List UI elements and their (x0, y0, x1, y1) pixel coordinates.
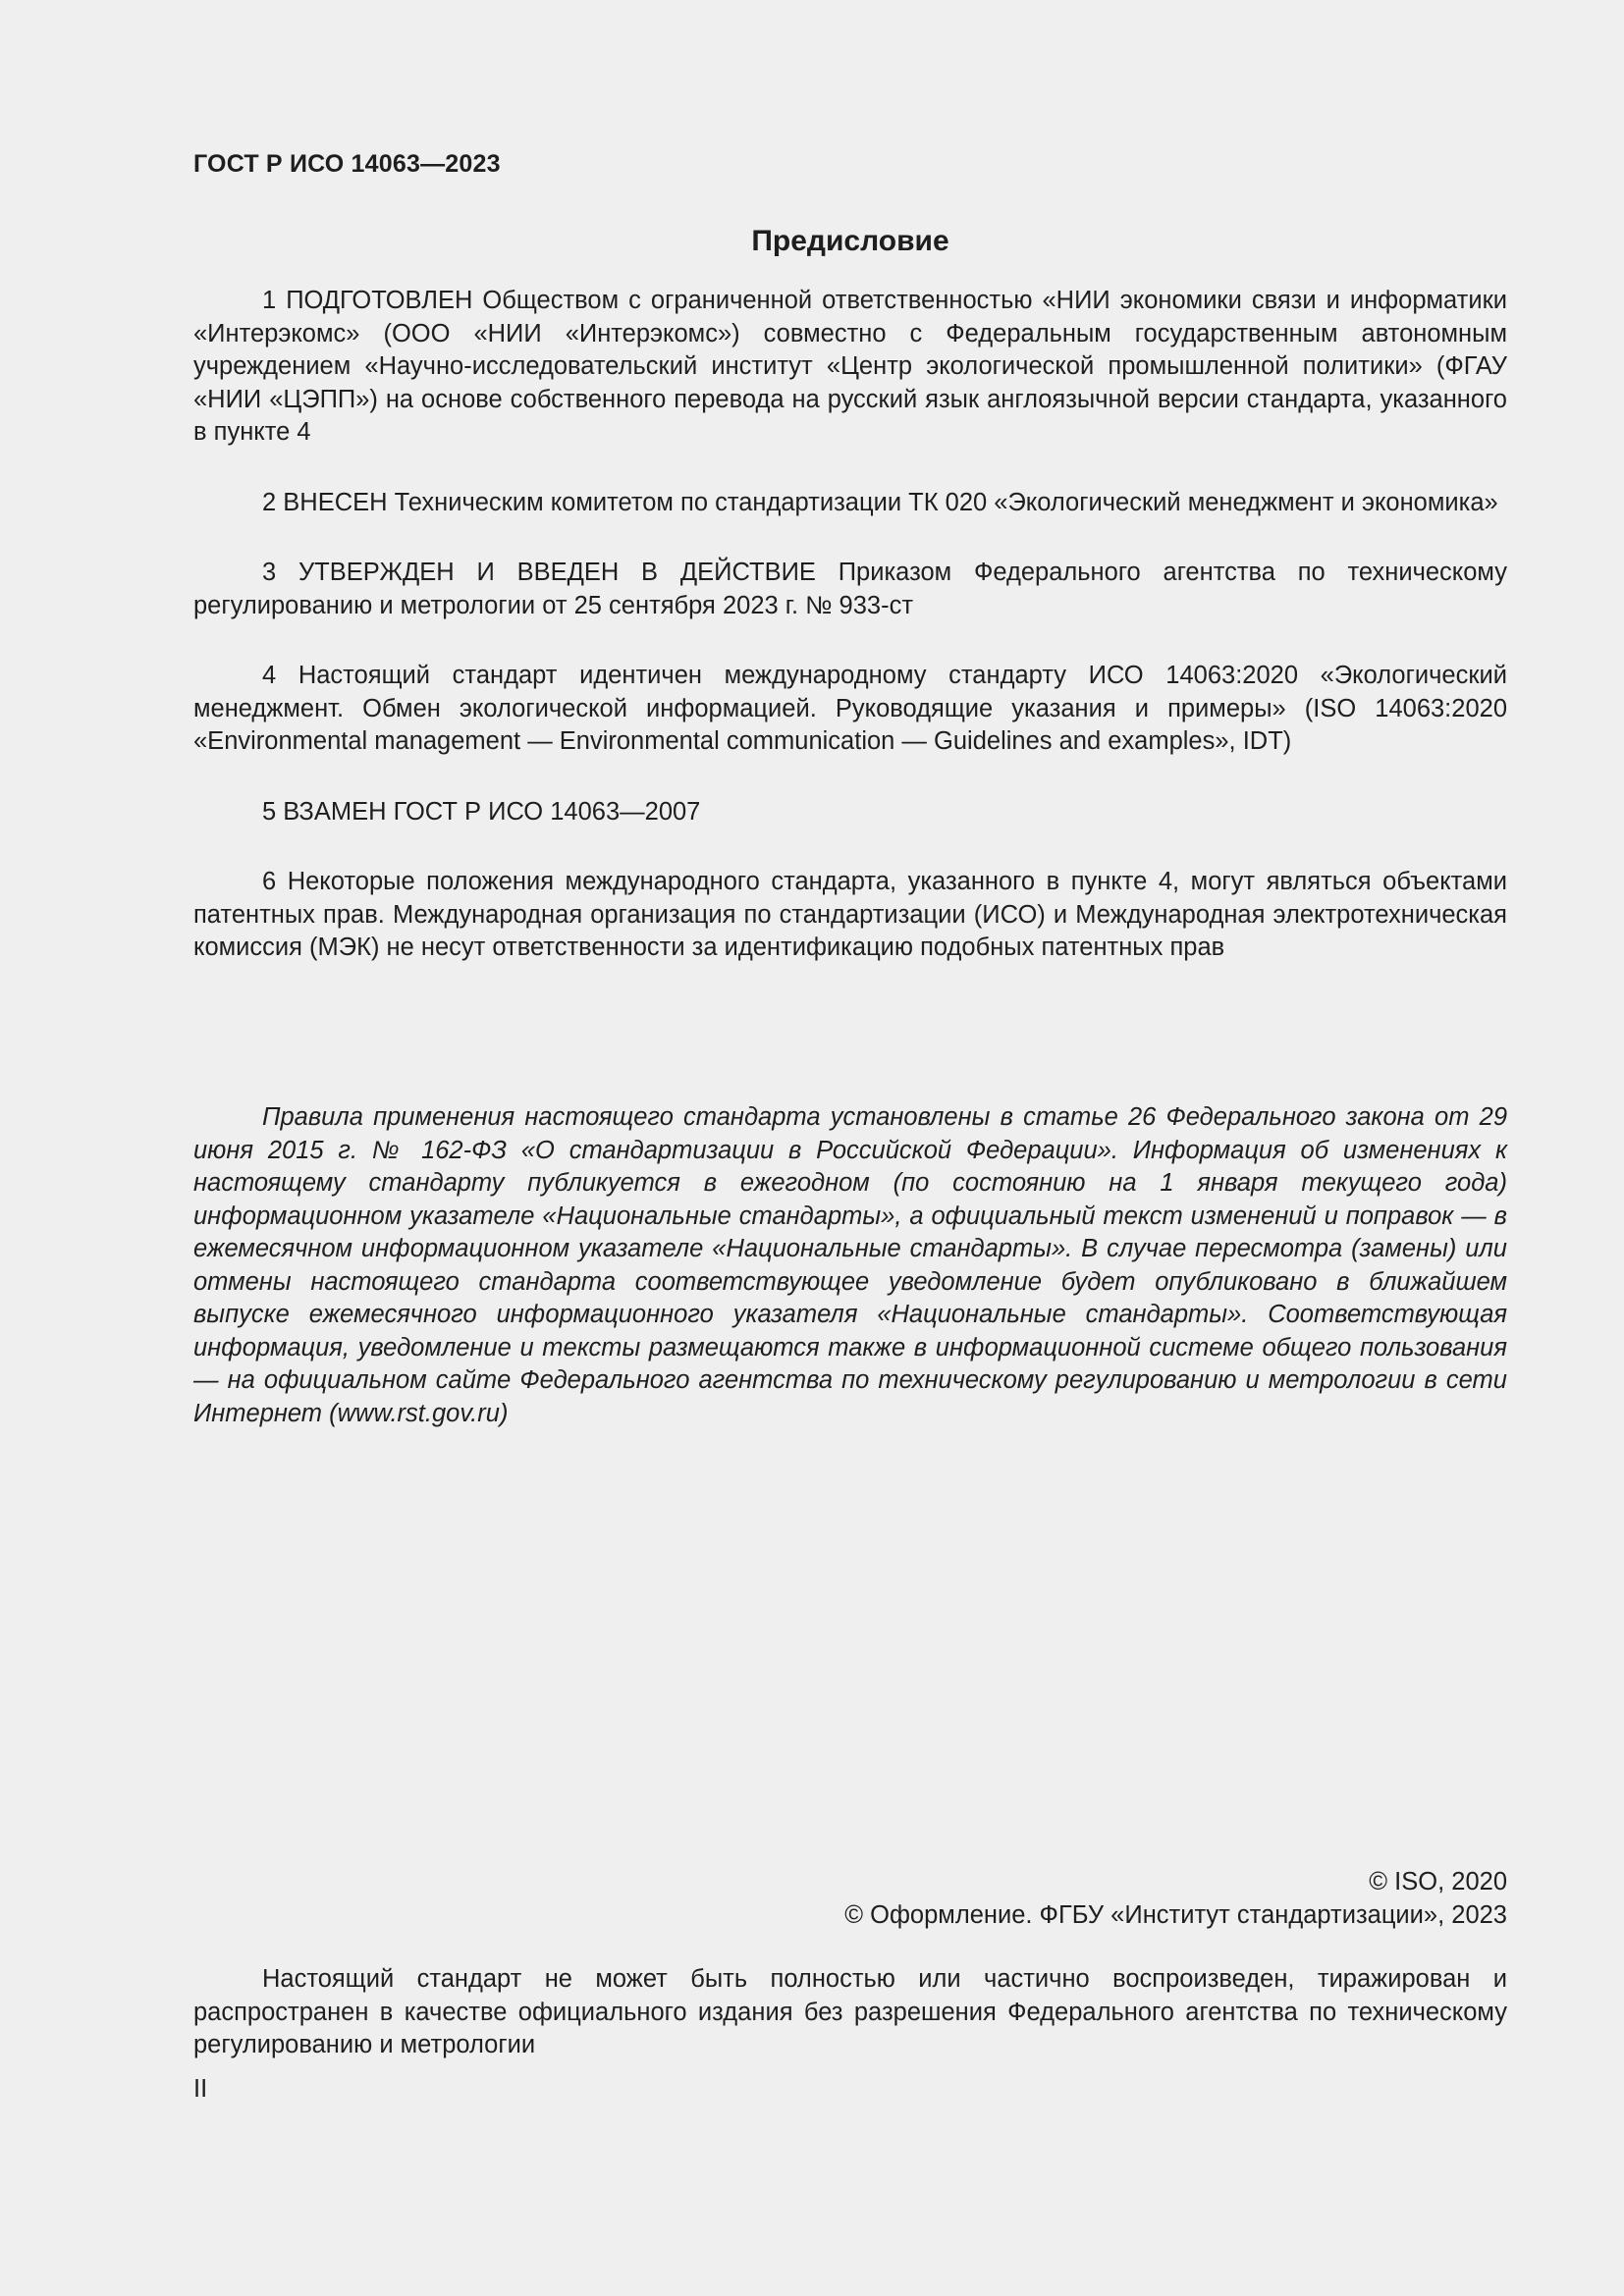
reproduction-notice: Настоящий стандарт не может быть полностью или частично воспроизведен, тиражирован и распространен в качестве официального издания без разрешения Федерального агентства по техническому регулированию и метрологии (193, 1965, 1507, 2058)
foreword-paragraph-2: 2 ВНЕСЕН Техническим комитетом по стандартизации ТК 020 «Экологический менеджмент и экономика» (262, 488, 1498, 516)
standard-code-header: ГОСТ Р ИСО 14063—2023 (193, 150, 501, 178)
application-rules-notice: Правила применения настоящего стандарта установлены в статье 26 Федерального закона от 29 июня 2015 г. № 162-ФЗ «О стандартизации в Российской Федерации». Информация об изменениях к настоящему стандарту публикуется в ежегодном (по состоянию на 1 января текущего года) информационном указателе «Национальные стандарты», а официальный текст изменений и поправок — в ежемесячном информационном указателе «Национальные стандарты». В случае пересмотра (замены) или отмены настоящего стандарта соответствующее уведомление будет опубликовано в ближайшем выпуске ежемесячного информационного указателя «Национальные стандарты». Соответствующая информация, уведомление и тексты размещаются также в информационной системе общего пользования — на официальном сайте Федерального агентства по техническому регулированию и метрологии в сети Интернет (www.rst.gov.ru) (193, 1103, 1507, 1427)
foreword-paragraph-3: 3 УТВЕРЖДЕН И ВВЕДЕН В ДЕЙСТВИЕ Приказом Федерального агентства по техническому регулированию и метрологии от 25 сентября 2023 г. № 933-ст (193, 559, 1507, 619)
foreword-body (193, 285, 1507, 1002)
foreword-paragraph-1: 1 ПОДГОТОВЛЕН Обществом с ограниченной ответственностью «НИИ экономики связи и информатики «Интерэкомс» (ООО «НИИ «Интерэкомс») совместно с Федеральным государственным автономным учреждением «Научно-исследовательский институт «Центр экологической промышленной политики» (ФГАУ «НИИ «ЦЭПП») на основе собственного перевода на русский язык англоязычной версии стандарта, указанного в пункте 4 (193, 287, 1507, 446)
iso-copyright: © ISO, 2020 (1369, 1868, 1507, 1896)
copyright-block (193, 1865, 1507, 1932)
page-title: Предисловие (751, 225, 949, 257)
page-number: II (193, 2075, 208, 2103)
design-copyright: © Оформление. ФГБУ «Институт стандартизации», 2023 (844, 1901, 1507, 1929)
foreword-paragraph-6: 6 Некоторые положения международного стандарта, указанного в пункте 4, могут являться объектами патентных прав. Международная организация по стандартизации (ИСО) и Международная электротехническая комиссия (МЭК) не несут ответственности за идентификацию подобных патентных прав (193, 868, 1507, 961)
foreword-paragraph-5: 5 ВЗАМЕН ГОСТ Р ИСО 14063—2007 (262, 797, 701, 826)
foreword-paragraph-4: 4 Настоящий стандарт идентичен международному стандарту ИСО 14063:2020 «Экологический менеджмент. Обмен экологической информацией. Руководящие указания и примеры» (ISO 14063:2020 «Environmental management — Environmental communication — Guidelines and examples», IDT) (193, 662, 1507, 755)
